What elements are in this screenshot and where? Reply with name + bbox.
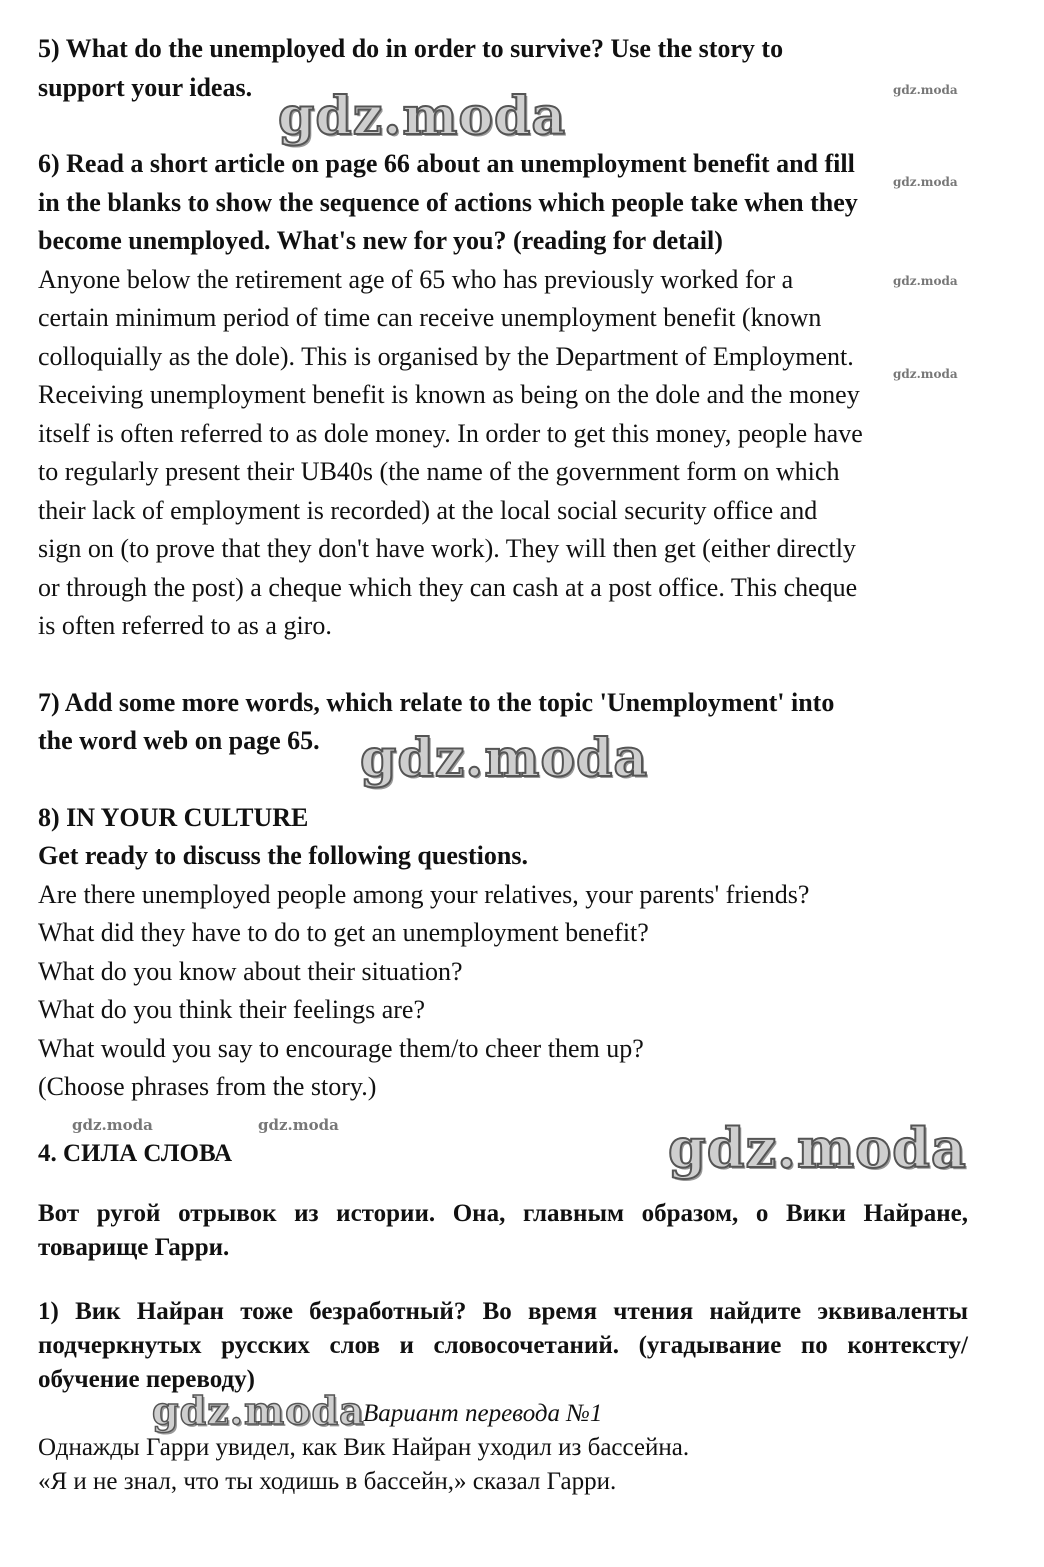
watermark-logo: gdz.moda (668, 1116, 967, 1180)
watermark-small: gdz.moda (893, 367, 958, 381)
translation-line: Однажды Гарри увидел, как Вик Найран уходил из бассейна. (38, 1433, 690, 1461)
article-line: itself is often referred to as dole money. In order to get this money, people have (38, 418, 863, 448)
article-line: sign on (to prove that they don't have work). They will then get (either directly (38, 534, 856, 563)
question-8-line: What do you know about their situation? (38, 956, 463, 986)
article-line: Receiving unemployment benefit is known as being on the dole and the money (38, 380, 860, 409)
question-8-subtitle: Get ready to discuss the following questions. (38, 841, 528, 870)
question-8 (38, 799, 968, 1107)
question-7-line: the word web on page 65. (38, 726, 320, 755)
question-5-line: support your ideas. (38, 72, 253, 102)
question-5-line: 5) What do the unemployed do in order to survive? Use the story to (38, 34, 784, 63)
watermark-logo: gdz.moda (278, 86, 567, 147)
article-text (38, 261, 968, 646)
article-line: or through the post) a cheque which they can cash at a post office. This cheque (38, 572, 858, 602)
question-8-title: 8) IN YOUR CULTURE (38, 802, 309, 832)
watermark-small: gdz.moda (893, 274, 958, 288)
question-6-line: 6) Read a short article on page 66 about an unemployment benefit and fill (38, 149, 855, 178)
article-line: to regularly present their UB40s (the name of the government form on which (38, 457, 840, 486)
article-line: is often referred to as a giro. (38, 611, 332, 640)
question-1-ru: 1) Вик Найран тоже безработный? Во время чтения найдите эквиваленты подчеркнутых русских слов и словосочетаний. (угадывание по контексту/обучение переводу) (38, 1297, 968, 1393)
translation-line: «Я и не знал, что ты ходишь в бассейн,» сказал Гарри. (38, 1467, 617, 1495)
watermark-logo: gdz.moda (360, 728, 649, 789)
question-8-line: What do you think their feelings are? (38, 995, 425, 1024)
question-8-line: What would you say to encourage them/to cheer them up? (38, 1033, 644, 1063)
watermark-logo: gdz.moda (152, 1388, 365, 1433)
question-6-line: in the blanks to show the sequence of actions which people take when they (38, 187, 858, 217)
article-line: Anyone below the retirement age of 65 who has previously worked for a (38, 264, 794, 294)
question-6-line: become unemployed. What's new for you? (reading for detail) (38, 226, 723, 255)
question-6 (38, 145, 968, 261)
question-8-line: (Choose phrases from the story.) (38, 1072, 377, 1101)
question-7-line: 7) Add some more words, which relate to the topic 'Unemployment' into (38, 687, 835, 717)
translation-variant-label: Вариант перевода №1 (363, 1399, 603, 1427)
question-8-line: Are there unemployed people among your relatives, your parents' friends? (38, 879, 810, 909)
article-line: colloquially as the dole). This is organised by the Department of Employment. (38, 341, 854, 371)
watermark-small: gdz.moda (258, 1116, 339, 1134)
intro-ru: Вот ругой отрывок из истории. Она, главным образом, о Вики Найране, товарище Гарри. (38, 1199, 968, 1261)
question-8-line: What did they have to do to get an unemployment benefit? (38, 918, 649, 947)
article-line: their lack of employment is recorded) at the local social security office and (38, 495, 818, 525)
article-line: certain minimum period of time can receive unemployment benefit (known (38, 303, 822, 332)
watermark-small: gdz.moda (893, 175, 958, 189)
watermark-small: gdz.moda (893, 83, 958, 97)
watermark-small: gdz.moda (72, 1116, 153, 1134)
section-title-ru: 4. СИЛА СЛОВА (38, 1139, 233, 1167)
